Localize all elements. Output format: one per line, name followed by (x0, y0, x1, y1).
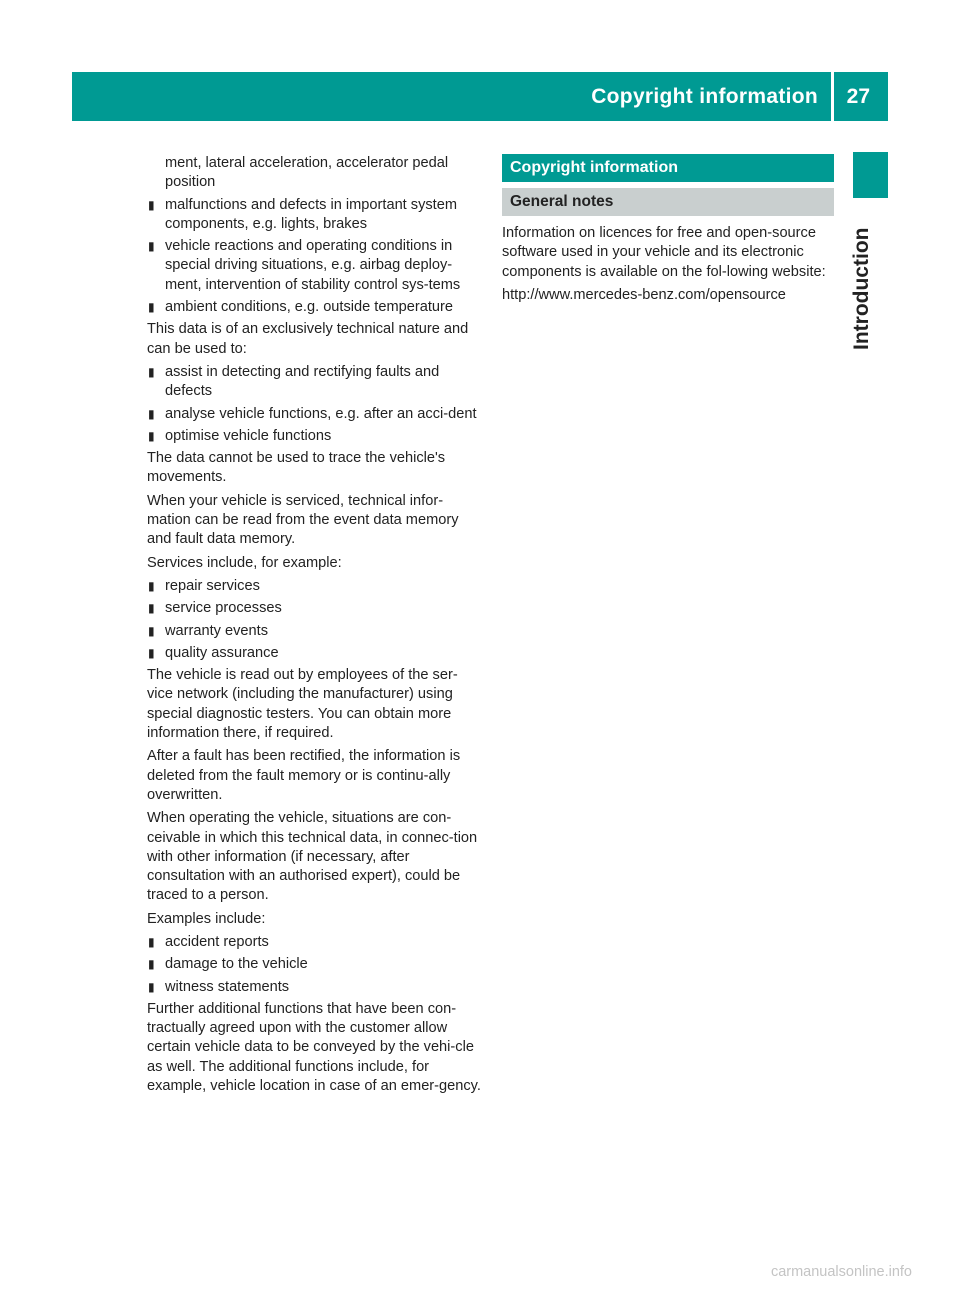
list-item: ▮ assist in detecting and rectifying faults and defects (148, 363, 440, 400)
bullet-icon: ▮ (148, 428, 155, 443)
list-item: ▮ witness statements (147, 978, 481, 997)
page-number: 27 (846, 85, 870, 108)
section-heading: Copyright information (502, 154, 834, 182)
list-item: ▮ malfunctions and defects in important system components, e.g. lights, brakes (148, 196, 458, 232)
opensource-url[interactable]: http://www.mercedes-benz.com/opensource (502, 286, 786, 303)
header-title: Copyright information (591, 85, 818, 108)
right-column (502, 154, 834, 309)
bullet-icon: ▮ (148, 934, 155, 949)
bullet-icon: ▮ (148, 300, 155, 315)
list-item: ▮ ambient conditions, e.g. outside temperature (147, 298, 481, 317)
list-item: ▮ damage to the vehicle (147, 955, 481, 974)
bullet-list-uses (147, 363, 481, 446)
side-tab-marker (853, 152, 888, 198)
list-item: ▮ accident reports (147, 933, 481, 952)
sub-heading: General notes (502, 188, 834, 216)
paragraph: The vehicle is read out by employees of the ser-vice network (including the manufacturer) using special diagnostic testers. You can obtain more information there, if required. (147, 667, 458, 742)
list-item: ▮ warranty events (147, 622, 481, 641)
bullet-list-services (147, 577, 481, 663)
paragraph: When your vehicle is serviced, technical infor-mation can be read from the event data memory and fault data memory. (147, 492, 459, 548)
bullet-icon: ▮ (148, 601, 155, 616)
paragraph: When operating the vehicle, situations are con-ceivable in which this technical data, in connec-tion with other information (if necessary, after consultation with an authorised expert), could be traced to a person. (147, 810, 478, 904)
continuation-text: ment, lateral acceleration, accelerator pedal position (165, 155, 449, 191)
bullet-icon: ▮ (148, 979, 155, 994)
bullet-icon: ▮ (148, 957, 155, 972)
bullet-icon: ▮ (148, 645, 155, 660)
list-item: ▮ quality assurance (147, 644, 481, 663)
watermark: carmanualsonline.info (770, 1264, 912, 1280)
bullet-icon: ▮ (148, 364, 155, 379)
left-column (147, 154, 481, 1100)
paragraph: This data is of an exclusively technical nature and can be used to: (147, 321, 469, 357)
paragraph: Information on licences for free and open-source software used in your vehicle and its electronic components is available on the fol-lowing website: (502, 225, 826, 280)
list-item: ▮ repair services (147, 577, 481, 596)
bullet-icon: ▮ (148, 406, 155, 421)
list-item: ▮ vehicle reactions and operating conditions in special driving situations, e.g. airbag deploy-ment, intervention of stability control sys-tems (148, 238, 461, 293)
bullet-icon: ▮ (148, 623, 155, 638)
paragraph: Further additional functions that have been con-tractually agreed upon with the customer allow certain vehicle data to be conveyed by the vehi-cle as well. The additional functions include, for example, vehicle location in case of an emer-gency. (147, 1000, 481, 1095)
list-item: ▮ optimise vehicle functions (147, 427, 481, 446)
side-tab-label: Introduction (850, 227, 873, 350)
bullet-list-data-types (147, 196, 481, 318)
paragraph: After a fault has been rectified, the information is deleted from the fault memory or is continu-ally overwritten. (147, 748, 461, 803)
bullet-list-examples (147, 933, 481, 997)
bullet-icon: ▮ (148, 578, 155, 593)
bullet-icon: ▮ (148, 197, 155, 212)
paragraph: Services include, for example: (147, 554, 342, 571)
header-divider (831, 72, 834, 121)
paragraph: Examples include: (147, 910, 266, 927)
list-item: ▮ service processes (147, 599, 481, 618)
paragraph: The data cannot be used to trace the vehicle's movements. (147, 450, 446, 486)
list-item: ▮ analyse vehicle functions, e.g. after an acci-dent (147, 405, 481, 424)
header-bar (72, 72, 888, 121)
bullet-icon: ▮ (148, 239, 155, 254)
